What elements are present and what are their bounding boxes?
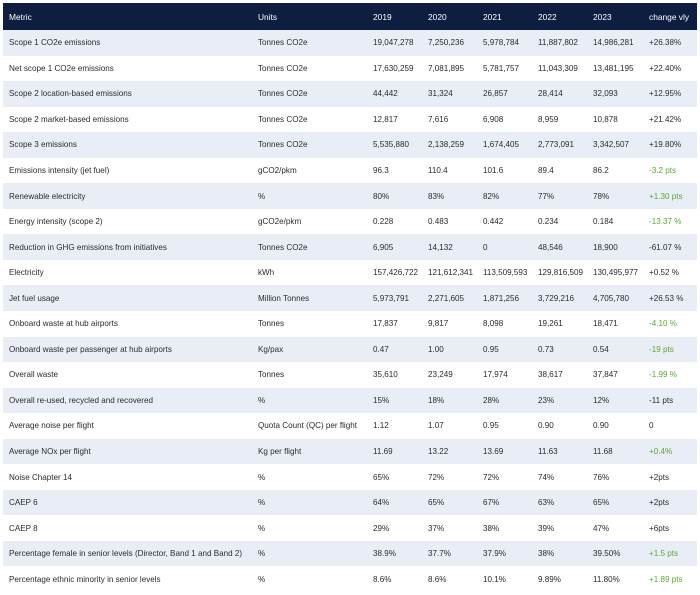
cell-2023: 32,093 [593,89,618,99]
cell-2022: 48,546 [538,242,563,252]
cell-2022: 23% [538,395,555,405]
cell-2022: 38% [538,549,555,559]
cell-2020: 7,250,236 [428,38,465,48]
cell-change: +21.42% [649,114,682,124]
cell-change: +2pts [649,498,670,508]
header-2023: 2023 [593,11,612,22]
cell-2020: 0.483 [428,217,449,227]
cell-metric: Scope 3 emissions [9,140,77,150]
table-row [3,107,697,133]
cell-2022: 19,261 [538,319,563,329]
cell-change: +19.80% [649,140,682,150]
cell-2019: 5,973,791 [373,293,410,303]
header-2019: 2019 [373,11,392,22]
cell-change: -4.10 % [649,319,677,329]
cell-2022: 63% [538,498,555,508]
cell-2019: 5,535,880 [373,140,410,150]
cell-2023: 14,986,281 [593,38,634,48]
table-row [3,311,697,337]
cell-2019: 96.3 [373,166,389,175]
cell-2020: 13.22 [428,447,449,457]
cell-units: gCO2e/pkm [258,217,302,227]
table-row [3,388,697,414]
cell-2020: 31,324 [428,89,453,99]
cell-metric: Scope 2 market-based emissions [9,114,129,124]
cell-2022: 8,959 [538,114,559,124]
cell-2021: 0.95 [483,421,499,431]
cell-change: -11 pts [649,395,674,405]
cell-units: Tonnes CO2e [258,63,308,73]
cell-units: Kg/pax [258,344,284,354]
cell-2021: 1,871,256 [483,293,520,303]
cell-2022: 77% [538,191,555,201]
cell-2023: 78% [593,191,610,201]
cell-change: +0.4% [649,447,673,457]
cell-2022: 11,043,309 [538,63,578,73]
cell-2020: 65% [428,498,445,508]
table-row [3,81,697,107]
cell-2019: 8.6% [373,574,392,584]
cell-metric: Average noise per flight [9,421,94,431]
header-2022: 2022 [538,11,557,22]
cell-2023: 18,900 [593,242,618,252]
cell-2020: 72% [428,472,445,482]
cell-2021: 38% [483,523,500,533]
cell-2019: 157,426,722 [373,268,419,278]
cell-2020: 2,138,259 [428,140,465,150]
cell-2019: 64% [373,498,390,508]
cell-2023: 76% [593,472,610,482]
table-row [3,56,697,82]
cell-2020: 14,132 [428,242,453,252]
cell-2019: 17,630,259 [373,63,414,73]
cell-change: +1.89 pts [649,574,683,584]
cell-2019: 0.228 [373,217,394,227]
cell-2021: 8,098 [483,319,504,329]
cell-2020: 8.6% [428,574,447,584]
cell-2019: 1.12 [373,421,389,431]
table-row [3,285,697,311]
cell-units: Tonnes CO2e [258,89,308,99]
cell-2019: 65% [373,472,390,482]
metrics-table [3,3,697,592]
cell-2023: 37,847 [593,370,618,380]
cell-change: -13.37 % [649,217,682,227]
cell-2020: 1.00 [428,344,444,354]
cell-units: Million Tonnes [258,293,310,303]
cell-change: -61.07 % [649,242,682,252]
cell-change: -3.2 pts [649,166,676,175]
cell-units: % [258,574,266,584]
cell-change: -1.99 % [649,370,677,380]
cell-2022: 0.90 [538,421,554,431]
header-units: Units [258,11,278,22]
cell-2021: 72% [483,472,500,482]
cell-units: % [258,191,266,201]
cell-2022: 3,729,216 [538,293,575,303]
cell-metric: Jet fuel usage [9,293,60,303]
cell-2021: 113,509,593 [483,268,528,278]
cell-2022: 11,887,802 [538,38,578,48]
cell-2021: 0.442 [483,217,504,227]
cell-2023: 4,705,780 [593,293,630,303]
cell-2023: 130,495,977 [593,268,639,278]
cell-2019: 80% [373,191,390,201]
cell-units: Tonnes [258,319,285,329]
cell-units: % [258,549,266,559]
cell-2023: 39.50% [593,549,621,559]
cell-2021: 28% [483,395,500,405]
cell-metric: Energy intensity (scope 2) [9,217,103,227]
cell-change: +12.95% [649,89,682,99]
cell-2020: 18% [428,395,445,405]
cell-2021: 10.1% [483,574,506,584]
cell-2020: 1.07 [428,421,444,431]
cell-metric: Emissions intensity (jet fuel) [9,166,110,175]
table-row [3,132,697,158]
cell-2021: 26,857 [483,89,508,99]
cell-2023: 3,342,507 [593,140,630,150]
cell-metric: Percentage female in senior levels (Director, Band 1 and Band 2) [9,549,243,559]
cell-metric: Scope 2 location-based emissions [9,89,132,99]
cell-metric: Noise Chapter 14 [9,472,72,482]
cell-change: +2pts [649,472,670,482]
cell-2022: 74% [538,472,555,482]
cell-2019: 11.69 [373,447,393,457]
cell-2019: 0.47 [373,344,389,354]
cell-change: +22.40% [649,63,682,73]
cell-2023: 12% [593,395,610,405]
table-row [3,566,697,592]
cell-2022: 11.63 [538,447,558,457]
cell-2020: 121,612,341 [428,268,474,278]
cell-2021: 37.9% [483,549,506,559]
cell-units: % [258,523,266,533]
cell-2020: 7,081,895 [428,63,465,73]
cell-2022: 38,617 [538,370,563,380]
cell-change: +6pts [649,523,670,533]
table-row [3,362,697,388]
cell-2019: 6,905 [373,242,394,252]
table-row [3,515,697,541]
table-row [3,464,697,490]
cell-metric: Percentage ethnic minority in senior levels [9,574,161,584]
table-row [3,209,697,235]
cell-metric: Electricity [9,268,44,278]
cell-2021: 67% [483,498,500,508]
cell-metric: Reduction in GHG emissions from initiatives [9,242,167,252]
table-row [3,490,697,516]
header-change: change vly [649,11,690,22]
cell-2022: 39% [538,523,555,533]
cell-2019: 12,817 [373,114,398,124]
cell-metric: Overall re-used, recycled and recovered [9,395,153,405]
cell-2019: 15% [373,395,390,405]
cell-change: +0.52 % [649,268,679,278]
cell-units: Tonnes CO2e [258,140,308,150]
cell-2021: 6,908 [483,114,504,124]
cell-2022: 0.234 [538,217,559,227]
cell-units: kWh [258,268,275,278]
cell-2022: 129,816,509 [538,268,584,278]
cell-units: % [258,472,266,482]
table-row [3,234,697,260]
cell-2021: 13.69 [483,447,504,457]
cell-units: Kg per flight [258,447,302,457]
table-row [3,337,697,363]
cell-metric: Net scope 1 CO2e emissions [9,63,114,73]
cell-units: Tonnes CO2e [258,114,308,124]
cell-2023: 11.80% [593,574,620,584]
cell-2020: 2,271,605 [428,293,465,303]
cell-2021: 5,781,757 [483,63,520,73]
cell-2019: 44,442 [373,89,398,99]
header-metric: Metric [9,11,32,22]
cell-2019: 38.9% [373,549,396,559]
cell-2022: 28,414 [538,89,563,99]
cell-change: +1.30 pts [649,191,683,201]
table-body [3,30,697,592]
cell-2022: 89.4 [538,166,554,175]
header-2021: 2021 [483,11,502,22]
header-2020: 2020 [428,11,447,22]
cell-2022: 9.89% [538,574,561,584]
cell-2021: 5,978,784 [483,38,520,48]
cell-2020: 37% [428,523,445,533]
cell-2023: 13,481,195 [593,63,634,73]
cell-units: gCO2/pkm [258,166,297,175]
cell-2022: 2,773,091 [538,140,575,150]
cell-2023: 86.2 [593,166,609,175]
cell-2021: 0 [483,242,488,252]
cell-metric: CAEP 8 [9,523,38,533]
cell-2023: 18,471 [593,319,618,329]
cell-2023: 0.184 [593,217,614,227]
cell-change: +26.53 % [649,293,684,303]
cell-metric: CAEP 6 [9,498,38,508]
cell-2020: 7,616 [428,114,449,124]
cell-change: -19 pts [649,344,674,354]
cell-2023: 65% [593,498,610,508]
table-row [3,158,697,184]
cell-2020: 37.7% [428,549,451,559]
cell-2022: 0.73 [538,344,554,354]
cell-units: % [258,395,266,405]
table-row [3,183,697,209]
metrics-table-container [3,3,697,592]
table-row [3,30,697,56]
cell-2023: 10,878 [593,114,618,124]
cell-units: Quota Count (QC) per flight [258,421,357,431]
cell-2019: 17,837 [373,319,398,329]
table-row [3,260,697,286]
cell-2019: 35,610 [373,370,398,380]
cell-2021: 101.6 [483,166,504,175]
cell-2023: 11.68 [593,447,613,457]
table-row [3,413,697,439]
cell-2020: 23,249 [428,370,453,380]
cell-units: Tonnes CO2e [258,242,308,252]
cell-units: Tonnes CO2e [258,38,308,48]
table-header [3,3,697,30]
table-row [3,439,697,465]
cell-2023: 0.54 [593,344,609,354]
cell-metric: Renewable electricity [9,191,86,201]
cell-2020: 110.4 [428,166,448,175]
cell-metric: Scope 1 CO2e emissions [9,38,101,48]
cell-2021: 82% [483,191,500,201]
cell-2023: 0.90 [593,421,609,431]
cell-2023: 47% [593,523,610,533]
cell-metric: Average NOx per flight [9,447,91,457]
cell-change: 0 [649,421,654,431]
cell-metric: Onboard waste per passenger at hub airports [9,344,172,354]
cell-2019: 29% [373,523,390,533]
cell-2020: 83% [428,191,445,201]
header-row [3,3,697,30]
cell-2021: 0.95 [483,344,499,354]
table-row [3,541,697,567]
cell-metric: Onboard waste at hub airports [9,319,118,329]
cell-units: % [258,498,266,508]
cell-2021: 17,974 [483,370,508,380]
cell-2020: 9,817 [428,319,449,329]
cell-2021: 1,674,405 [483,140,520,150]
cell-metric: Overall waste [9,370,59,380]
cell-change: +26.38% [649,38,682,48]
cell-units: Tonnes [258,370,285,380]
cell-2019: 19,047,278 [373,38,414,48]
cell-change: +1.5 pts [649,549,679,559]
